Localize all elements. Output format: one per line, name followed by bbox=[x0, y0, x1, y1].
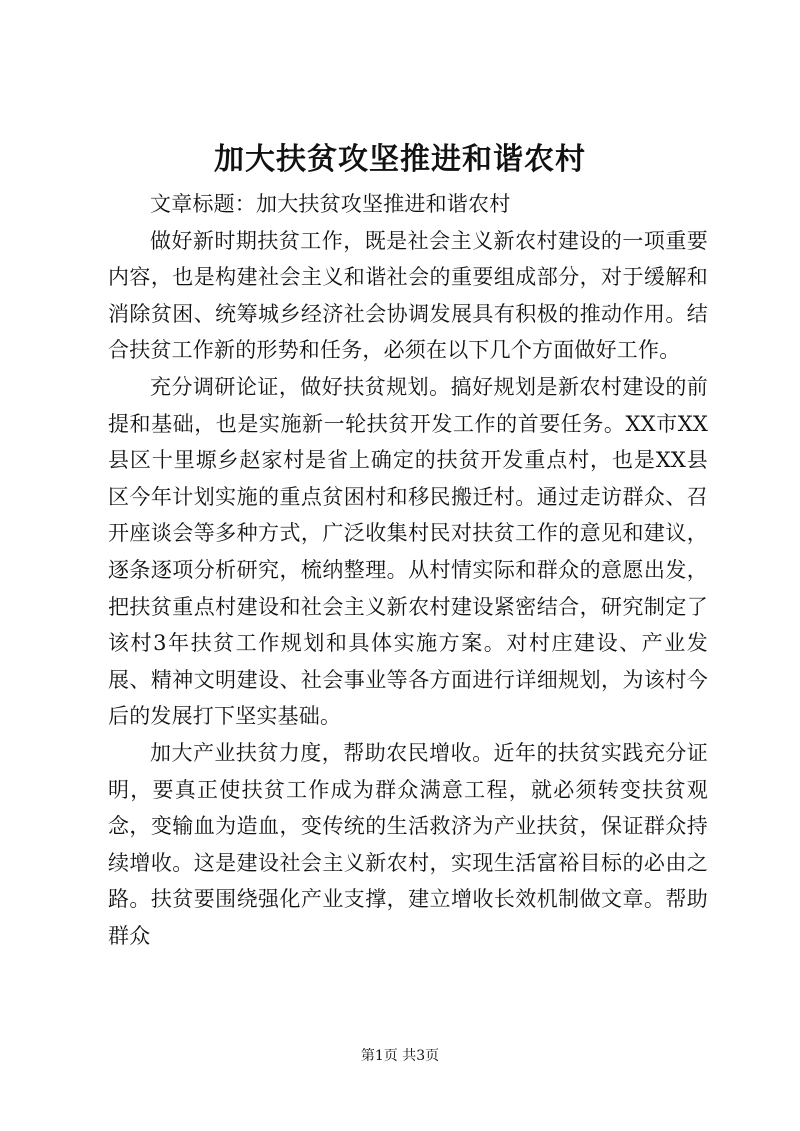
paragraph-intro: 做好新时期扶贫工作，既是社会主义新农村建设的一项重要内容，也是构建社会主义和谐社会的重要组成部分，对于缓解和消除贫困、统筹城乡经济社会协调发展具有积极的推动作用。结合扶贫工作新的形势和任务，必须在以下几个方面做好工作。 bbox=[108, 228, 708, 363]
article-title-line: 文章标题：加大扶贫攻坚推进和谐农村 bbox=[150, 192, 511, 216]
document-title: 加大扶贫攻坚推进和谐农村 bbox=[214, 142, 586, 177]
paragraph-planning: 充分调研论证，做好扶贫规划。搞好规划是新农村建设的前提和基础，也是实施新一轮扶贫开发工作的首要任务。XX市XX县区十里塬乡赵家村是省上确定的扶贫开发重点村，也是XX县区今年计划实施的重点贫困村和移民搬迁村。通过走访群众、召开座谈会等多种方式，广泛收集村民对扶贫工作的意见和建议，逐条逐项分析研究，梳纳整理。从村情实际和群众的意愿出发，把扶贫重点村建设和社会主义新农村建设紧密结合，研究制定了该村3年扶贫工作规划和具体实施方案。对村庄建设、产业发展、精神文明建设、社会事业等各方面进行详细规划，为该村今后的发展打下坚实基础。 bbox=[108, 374, 708, 729]
paragraph-industry: 加大产业扶贫力度，帮助农民增收。近年的扶贫实践充分证明，要真正使扶贫工作成为群众满意工程，就必须转变扶贫观念，变输血为造血，变传统的生活救济为产业扶贫，保证群众持续增收。这是建设社会主义新农村，实现生活富裕目标的必由之路。扶贫要围绕强化产业支撑，建立增收长效机制做文章。帮助群众 bbox=[108, 740, 708, 948]
document-body bbox=[108, 186, 708, 954]
page-footer: 第1页 共3页 bbox=[360, 1048, 440, 1064]
